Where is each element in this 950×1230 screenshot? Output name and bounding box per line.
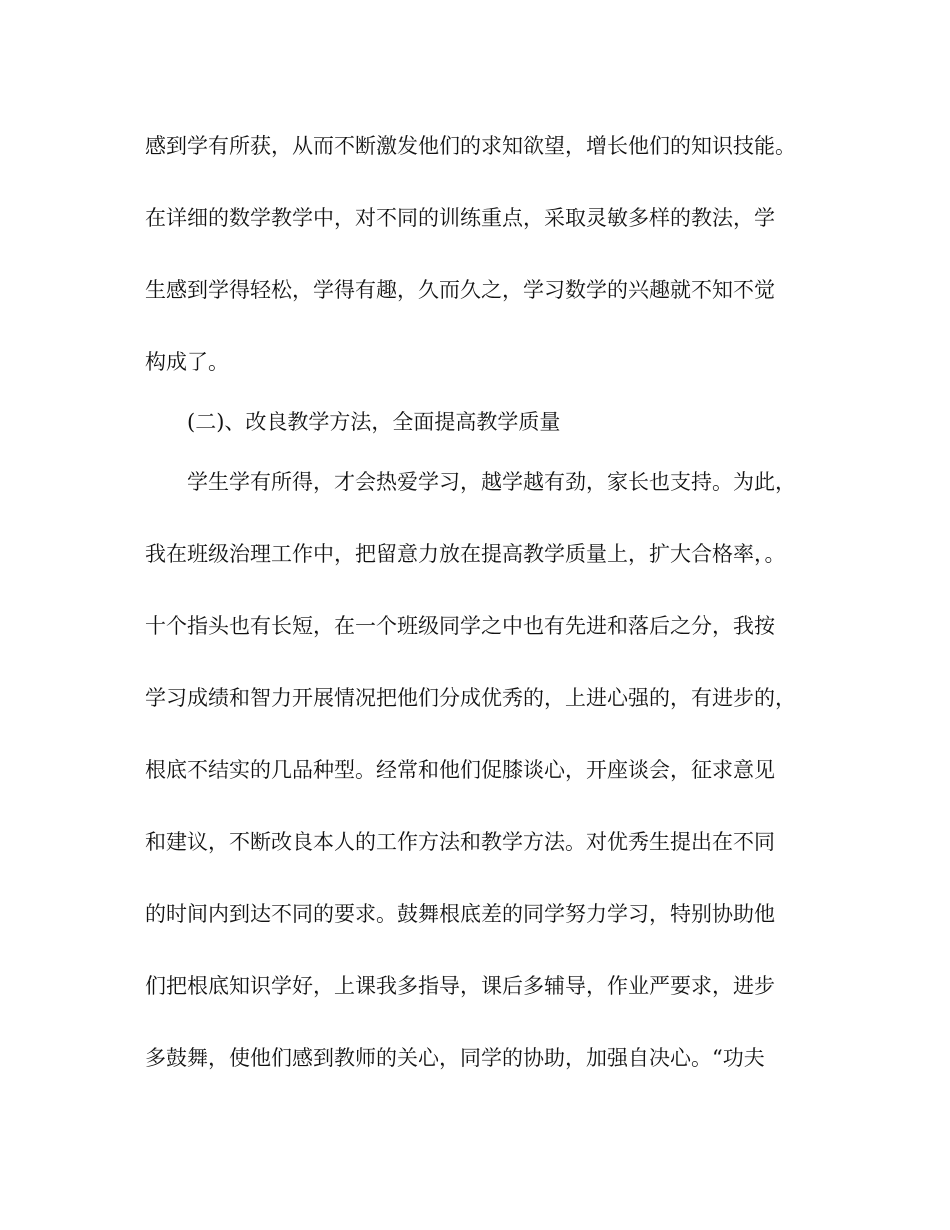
paragraph-line: 和建议，不断改良本人的工作方法和教学方法。对优秀生提出在不同 bbox=[145, 830, 775, 854]
paragraph-line: 学生学有所得，才会热爱学习，越学越有劲，家长也支持。为此， bbox=[187, 470, 796, 494]
paragraph-line: 们把根底知识学好，上课我多指导，课后多辅导，作业严要求，进步 bbox=[145, 974, 775, 998]
paragraph-line: 构成了。 bbox=[145, 350, 229, 374]
paragraph-line: 十个指头也有长短，在一个班级同学之中也有先进和落后之分，我按 bbox=[145, 614, 775, 638]
paragraph-line: 学习成绩和智力开展情况把他们分成优秀的，上进心强的，有进步的， bbox=[145, 686, 796, 710]
paragraph-line: 生感到学得轻松，学得有趣，久而久之，学习数学的兴趣就不知不觉 bbox=[145, 278, 775, 302]
paragraph-line: 多鼓舞，使他们感到教师的关心，同学的协助，加强自决心。“功夫 bbox=[145, 1046, 765, 1070]
section-heading: (二)、改良教学方法，全面提高教学质量 bbox=[187, 410, 561, 434]
paragraph-line: 的时间内到达不同的要求。鼓舞根底差的同学努力学习，特别协助他 bbox=[145, 902, 775, 926]
paragraph-line: 根底不结实的几品种型。经常和他们促膝谈心，开座谈会，征求意见 bbox=[145, 758, 775, 782]
paragraph-line: 在详细的数学教学中，对不同的训练重点，采取灵敏多样的教法，学 bbox=[145, 206, 775, 230]
paragraph-line: 感到学有所获，从而不断激发他们的求知欲望，增长他们的知识技能。 bbox=[145, 134, 796, 158]
paragraph-line: 我在班级治理工作中，把留意力放在提高教学质量上，扩大合格率，。 bbox=[145, 542, 786, 566]
